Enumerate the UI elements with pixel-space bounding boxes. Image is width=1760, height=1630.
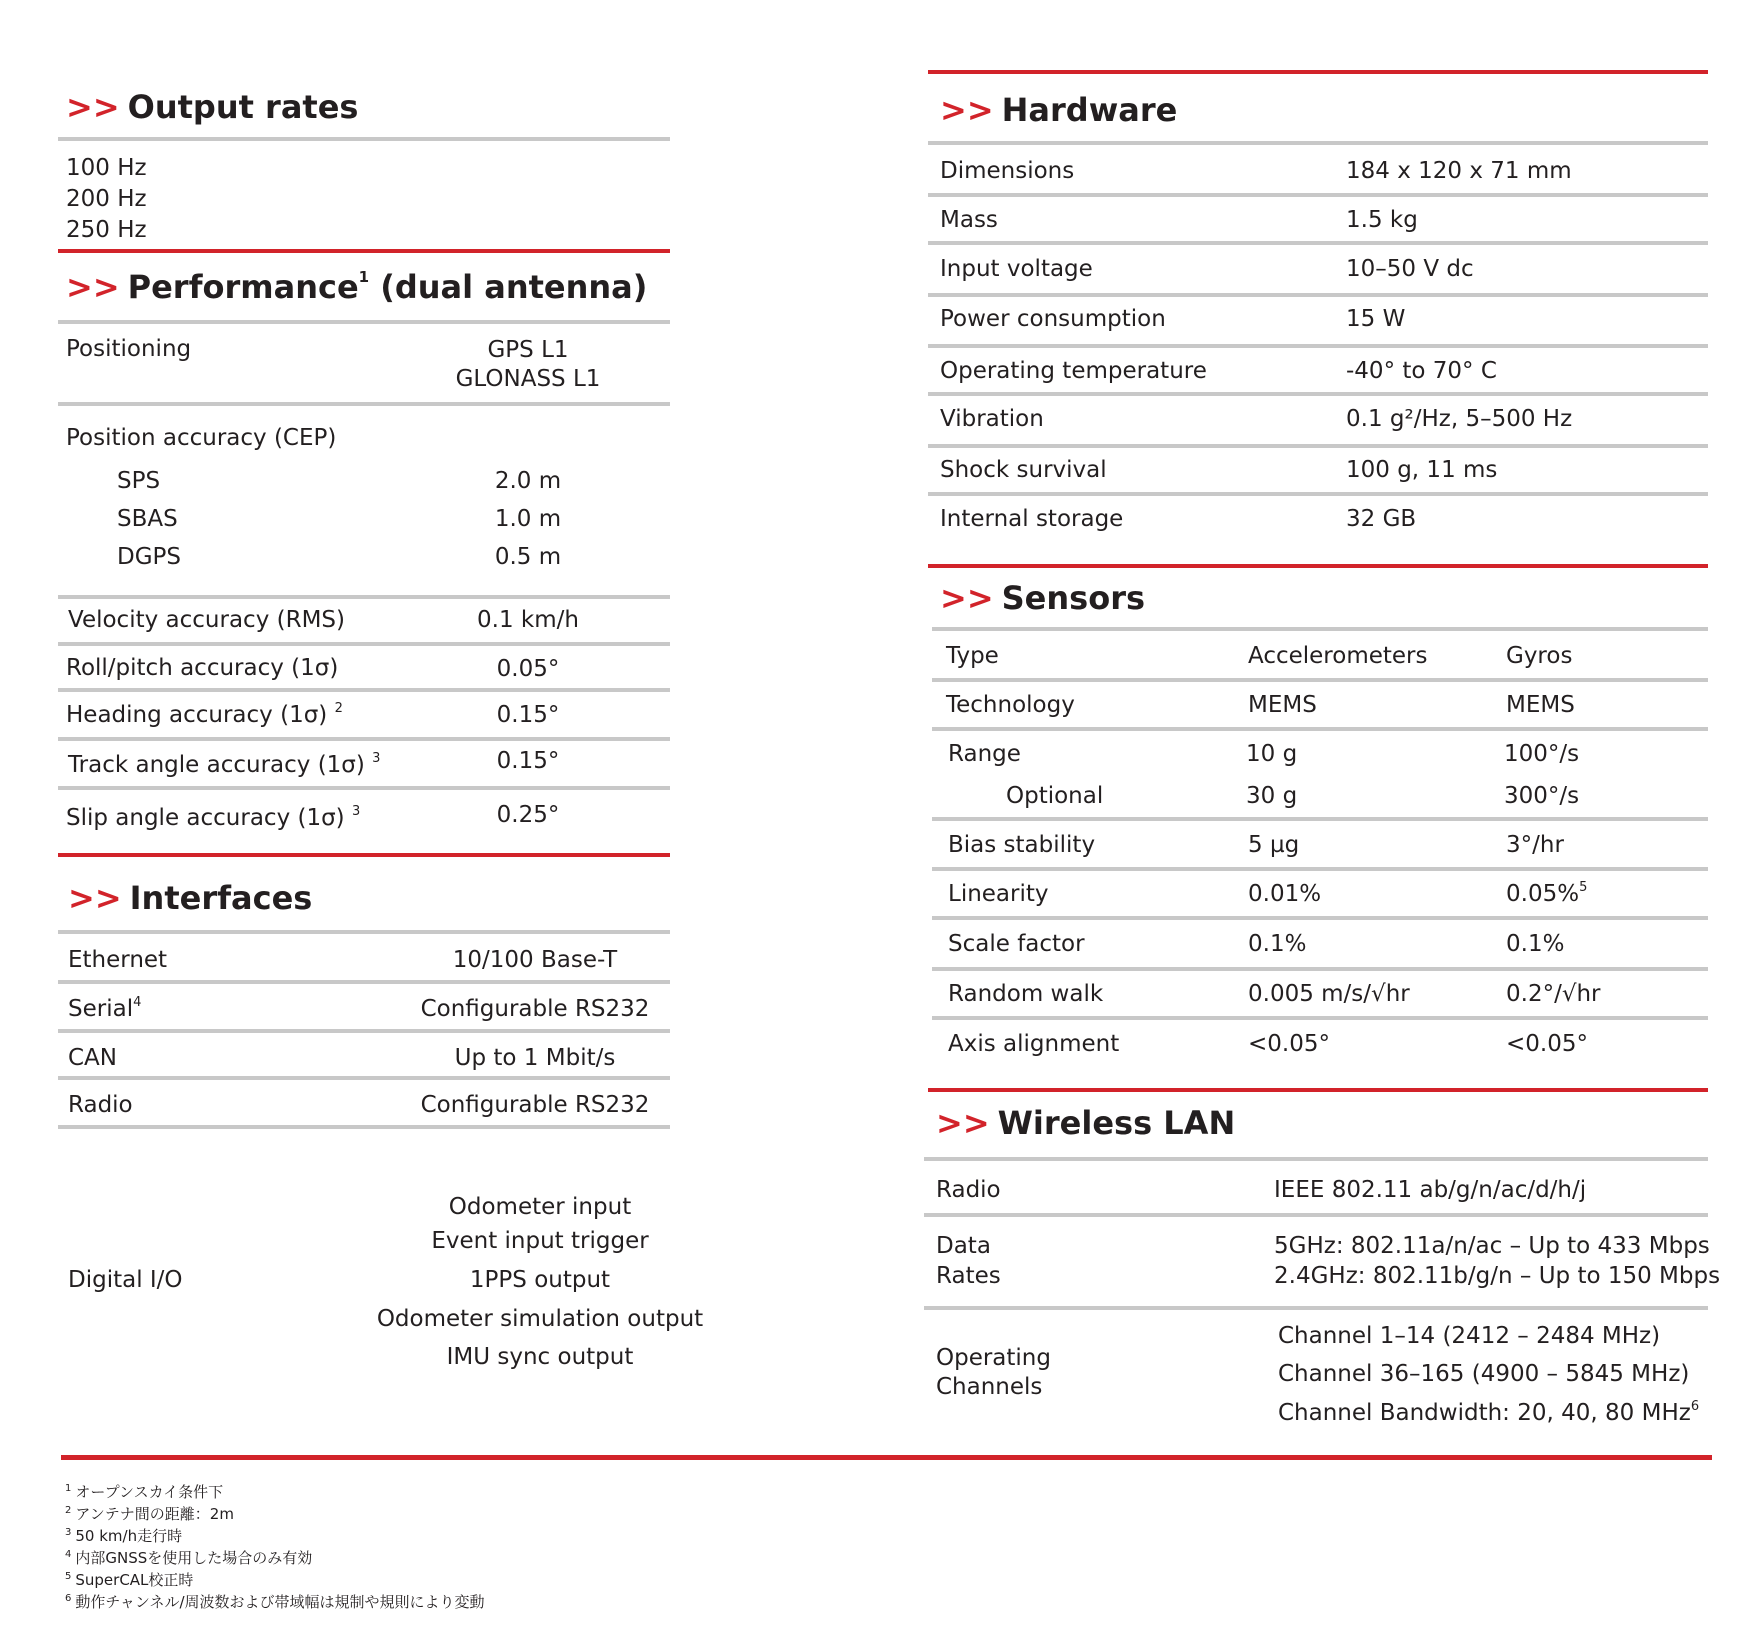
linearity-gyro: 0.05%$^5$ [1506, 880, 1588, 907]
random-walk-label: Random walk [948, 981, 1104, 1007]
sbas-value: 1.0 m [494, 506, 562, 532]
divider [928, 141, 1708, 145]
divider [932, 916, 1708, 920]
hardware-title: Hardware [1001, 91, 1178, 129]
track-angle-accuracy-value: 0.15° [496, 748, 560, 774]
range-gyro: 100°/s [1504, 741, 1580, 767]
optional-acc: 30 g [1246, 783, 1298, 809]
divider [924, 1157, 1708, 1161]
axis-alignment-gyro: <0.05° [1506, 1031, 1588, 1057]
divider [58, 642, 670, 646]
divider [928, 392, 1708, 396]
wireless-radio-value: IEEE 802.11 ab/g/n/ac/d/h/j [1274, 1177, 1587, 1203]
digital-io-event-input: Event input trigger [431, 1228, 649, 1254]
performance-title-post: (dual antenna) [369, 268, 648, 306]
power-consumption-label: Power consumption [940, 306, 1166, 332]
mass-value: 1.5 kg [1346, 207, 1418, 233]
section-marker: >> [936, 1104, 990, 1142]
slip-angle-accuracy-label: Slip angle accuracy (1σ) $^3$ [66, 804, 361, 831]
slip-angle-accuracy-value: 0.25° [496, 802, 560, 828]
channel-5ghz-range: Channel 36–165 (4900 – 5845 MHz) [1278, 1361, 1690, 1387]
velocity-accuracy-value: 0.1 km/h [477, 607, 579, 633]
divider [928, 492, 1708, 496]
digital-io-label: Digital I/O [68, 1267, 183, 1293]
divider [932, 627, 1708, 631]
heading-accuracy-value: 0.15° [496, 702, 560, 728]
radio-value: Configurable RS232 [420, 1092, 650, 1118]
sensors-accelerometers-header: Accelerometers [1248, 643, 1428, 669]
digital-io-odometer-input: Odometer input [448, 1194, 632, 1220]
divider [58, 137, 670, 141]
data-rates-label-1: Data [936, 1233, 991, 1259]
scale-factor-acc: 0.1% [1248, 931, 1307, 957]
divider [928, 193, 1708, 197]
internal-storage-label: Internal storage [940, 506, 1124, 532]
divider [932, 967, 1708, 971]
range-label: Range [948, 741, 1021, 767]
optional-label: Optional [1006, 783, 1104, 809]
divider [58, 1125, 670, 1129]
divider [58, 786, 670, 790]
digital-io-1pps: 1PPS output [469, 1267, 611, 1293]
divider [58, 737, 670, 741]
random-walk-acc: 0.005 m/s/√hr [1248, 981, 1410, 1007]
wireless-radio-label: Radio [936, 1177, 1001, 1203]
vibration-value: 0.1 g²/Hz, 5–500 Hz [1346, 406, 1573, 432]
divider [924, 1306, 1708, 1310]
positioning-glonass: GLONASS L1 [455, 366, 601, 392]
footer-divider [61, 1455, 1712, 1460]
scale-factor-gyro: 0.1% [1506, 931, 1565, 957]
section-divider [58, 249, 670, 253]
data-rates-24ghz: 2.4GHz: 802.11b/g/n – Up to 150 Mbps [1274, 1263, 1721, 1289]
mass-label: Mass [940, 207, 998, 233]
operating-channels-label-1: Operating [936, 1345, 1051, 1371]
bias-stability-acc: 5 µg [1248, 832, 1300, 858]
power-consumption-value: 15 W [1346, 306, 1406, 332]
divider [58, 1029, 670, 1033]
interfaces-title: Interfaces [129, 879, 313, 917]
divider [58, 595, 670, 599]
divider [924, 1213, 1708, 1217]
footnote-5: $^5$ SuperCAL校正時 [65, 1571, 194, 1589]
divider [932, 727, 1708, 731]
divider [932, 817, 1708, 821]
sensors-type-label: Type [946, 643, 999, 669]
positioning-gps: GPS L1 [487, 337, 569, 363]
output-rates-title: Output rates [127, 88, 359, 126]
ethernet-value: 10/100 Base-T [452, 947, 618, 973]
radio-label: Radio [68, 1092, 133, 1118]
position-accuracy-label: Position accuracy (CEP) [66, 425, 337, 451]
internal-storage-value: 32 GB [1346, 506, 1417, 532]
technology-label: Technology [946, 692, 1075, 718]
sensors-title: Sensors [1001, 579, 1146, 617]
digital-io-imu-sync: IMU sync output [446, 1344, 634, 1370]
heading-accuracy-label: Heading accuracy (1σ) $^2$ [66, 701, 343, 728]
roll-pitch-accuracy-label: Roll/pitch accuracy (1σ) [66, 655, 339, 681]
performance-title-pre: Performance [127, 268, 359, 306]
channel-bandwidth: Channel Bandwidth: 20, 40, 80 MHz$^6$ [1278, 1399, 1700, 1426]
roll-pitch-accuracy-value: 0.05° [496, 656, 560, 682]
footnote-6: $^6$ 動作チャンネル/周波数および帯域幅は規制や規則により変動 [65, 1593, 485, 1611]
divider [58, 1076, 670, 1080]
hardware-heading [940, 90, 1177, 130]
bias-stability-label: Bias stability [948, 832, 1096, 858]
divider [58, 980, 670, 984]
serial-label: Serial$^4$ [68, 995, 142, 1022]
operating-channels-label-2: Channels [936, 1374, 1043, 1400]
dgps-value: 0.5 m [494, 544, 562, 570]
divider [932, 867, 1708, 871]
axis-alignment-label: Axis alignment [948, 1031, 1120, 1057]
interfaces-heading [68, 878, 312, 918]
optional-gyro: 300°/s [1504, 783, 1580, 809]
linearity-label: Linearity [948, 881, 1049, 907]
channel-2ghz-range: Channel 1–14 (2412 – 2484 MHz) [1278, 1323, 1661, 1349]
footnote-1: $^1$ オープンスカイ条件下 [65, 1483, 224, 1501]
footnote-4: $^4$ 内部GNSSを使用した場合のみ有効 [65, 1549, 313, 1567]
sensors-gyros-header: Gyros [1506, 643, 1573, 669]
digital-io-odometer-sim: Odometer simulation output [376, 1306, 704, 1332]
divider [928, 293, 1708, 297]
dgps-label: DGPS [117, 544, 182, 570]
divider [58, 930, 670, 934]
section-marker: >> [68, 879, 122, 917]
footnote-2: $^2$ アンテナ間の距離：2m [65, 1505, 234, 1523]
wireless-lan-title: Wireless LAN [997, 1104, 1236, 1142]
sps-value: 2.0 m [494, 468, 562, 494]
data-rates-label-2: Rates [936, 1263, 1001, 1289]
section-divider [928, 1088, 1708, 1092]
output-rate-100: 100 Hz [66, 155, 147, 181]
section-divider [58, 853, 670, 857]
section-divider [928, 564, 1708, 568]
ethernet-label: Ethernet [68, 947, 168, 973]
linearity-acc: 0.01% [1248, 881, 1322, 907]
dimensions-value: 184 x 120 x 71 mm [1346, 158, 1572, 184]
track-angle-accuracy-label: Track angle accuracy (1σ) $^3$ [68, 751, 381, 778]
serial-value: Configurable RS232 [420, 996, 650, 1022]
bias-stability-gyro: 3°/hr [1506, 832, 1564, 858]
shock-survival-label: Shock survival [940, 457, 1107, 483]
output-rate-250: 250 Hz [66, 217, 147, 243]
scale-factor-label: Scale factor [948, 931, 1085, 957]
data-rates-5ghz: 5GHz: 802.11a/n/ac – Up to 433 Mbps [1274, 1233, 1710, 1259]
sps-label: SPS [117, 468, 161, 494]
section-marker: >> [66, 88, 120, 126]
range-acc: 10 g [1246, 741, 1298, 767]
random-walk-gyro: 0.2°/√hr [1506, 981, 1601, 1007]
operating-temperature-label: Operating temperature [940, 358, 1207, 384]
vibration-label: Vibration [940, 406, 1044, 432]
technology-acc: MEMS [1248, 692, 1317, 718]
section-marker: >> [940, 91, 994, 129]
input-voltage-label: Input voltage [940, 256, 1093, 282]
axis-alignment-acc: <0.05° [1248, 1031, 1330, 1057]
operating-temperature-value: -40° to 70° C [1346, 358, 1497, 384]
sensors-heading [940, 578, 1145, 618]
can-value: Up to 1 Mbit/s [454, 1045, 616, 1071]
wireless-lan-heading [936, 1103, 1235, 1143]
can-label: CAN [68, 1045, 117, 1071]
technology-gyro: MEMS [1506, 692, 1575, 718]
sbas-label: SBAS [117, 506, 178, 532]
dimensions-label: Dimensions [940, 158, 1075, 184]
input-voltage-value: 10–50 V dc [1346, 256, 1474, 282]
divider [928, 344, 1708, 348]
output-rate-200: 200 Hz [66, 186, 147, 212]
shock-survival-value: 100 g, 11 ms [1346, 457, 1498, 483]
positioning-label: Positioning [66, 336, 192, 362]
section-marker: >> [940, 579, 994, 617]
divider [928, 241, 1708, 245]
divider [932, 1016, 1708, 1020]
section-divider [928, 70, 1708, 74]
velocity-accuracy-label: Velocity accuracy (RMS) [68, 607, 345, 633]
divider [58, 402, 670, 406]
performance-heading [66, 267, 647, 307]
section-marker: >> [66, 268, 120, 306]
output-rates-heading [66, 87, 358, 127]
divider [58, 688, 670, 692]
divider [928, 444, 1708, 448]
divider [932, 678, 1708, 682]
performance-title-sup: 1 [358, 268, 370, 286]
footnote-3: $^3$ 50 km/h走行時 [65, 1527, 183, 1545]
divider [58, 320, 670, 324]
